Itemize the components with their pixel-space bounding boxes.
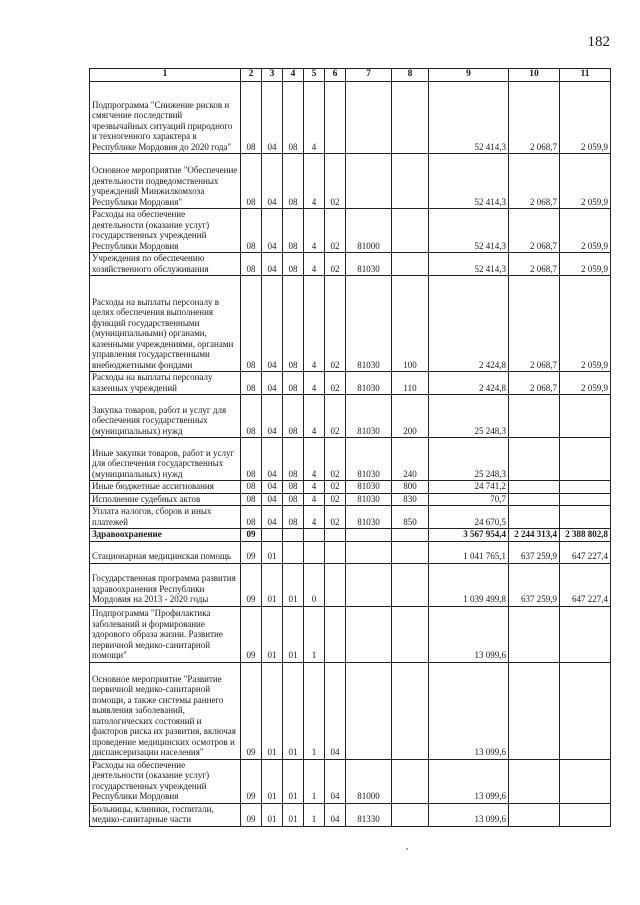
amount-year3-cell: 2 059,9 [560,154,611,209]
page-number: 182 [587,34,610,50]
subprogram-code-cell: 4 [304,506,325,529]
amount-year1-cell: 13 099,6 [429,759,509,803]
amount-year1-cell: 2 424,8 [429,372,509,395]
amount-year1-cell: 13 099,6 [429,803,509,826]
section-code-cell: 09 [241,563,262,606]
amount-year3-cell: 2 059,9 [560,276,611,372]
row-name-cell: Больницы, клиники, госпитали, медико-санитарные части [90,803,241,826]
expense-type-code-cell [392,662,429,759]
subsection-code-cell: 01 [262,541,283,563]
amount-year2-cell [509,506,560,529]
amount-year3-cell: 2 059,9 [560,82,611,154]
amount-year3-cell: 647 227,4 [560,563,611,606]
section-code-cell: 08 [241,481,262,494]
amount-year3-cell: 2 059,9 [560,253,611,276]
row-name-cell: Закупка товаров, работ и услуг для обеспечения государственных (муниципальных) нужд [90,395,241,438]
section-code-cell: 09 [241,759,262,803]
expense-type-code-cell: 200 [392,395,429,438]
amount-year3-cell [560,803,611,826]
subprogram-code-cell: 4 [304,276,325,372]
table-row [90,606,611,662]
section-code-cell: 09 [241,662,262,759]
program-code-cell: 08 [283,506,304,529]
amount-year1-cell: 70,7 [429,493,509,506]
amount-year2-cell [509,803,560,826]
table-row [90,154,611,209]
amount-year2-cell: 637 259,9 [509,563,560,606]
program-code-cell [283,529,304,542]
row-name-cell: Подпрограмма "Снижение рисков и смягчение последствий чрезвычайных ситуаций природного и техногенного характера в Республике Мордовия до 2020 года" [90,82,241,154]
subprogram-code-cell: 4 [304,438,325,481]
row-name-cell: Иные бюджетные ассигнования [90,481,241,494]
target-code-cell: 81030 [346,276,392,372]
target-code-cell: 81330 [346,803,392,826]
subsection-code-cell: 04 [262,395,283,438]
table-row [90,438,611,481]
subsection-code-cell: 01 [262,563,283,606]
expense-type-code-cell [392,606,429,662]
amount-year1-cell: 52 414,3 [429,209,509,253]
amount-year2-cell [509,662,560,759]
column-header: 2 [241,69,262,82]
amount-year2-cell: 2 068,7 [509,209,560,253]
target-code-cell [346,606,392,662]
amount-year3-cell [560,506,611,529]
amount-year1-cell: 24 741,2 [429,481,509,494]
amount-year1-cell: 52 414,3 [429,154,509,209]
event-code-cell: 04 [325,662,346,759]
table-row [90,529,611,542]
subsection-code-cell: 04 [262,82,283,154]
table-row [90,493,611,506]
target-code-cell: 81030 [346,372,392,395]
target-code-cell [346,563,392,606]
amount-year1-cell: 24 670,5 [429,506,509,529]
event-code-cell: 02 [325,395,346,438]
program-code-cell [283,541,304,563]
header-row [90,69,611,82]
program-code-cell: 08 [283,438,304,481]
expense-type-code-cell [392,529,429,542]
column-header: 1 [90,69,241,82]
event-code-cell: 02 [325,253,346,276]
table-row [90,82,611,154]
amount-year1-cell: 1 039 499,8 [429,563,509,606]
column-header: 3 [262,69,283,82]
amount-year2-cell [509,759,560,803]
table-row [90,395,611,438]
subsection-code-cell: 04 [262,438,283,481]
row-name-cell: Иные закупки товаров, работ и услуг для обеспечения государственных (муниципальных) нужд [90,438,241,481]
amount-year2-cell [509,481,560,494]
program-code-cell: 08 [283,209,304,253]
subsection-code-cell: 04 [262,209,283,253]
target-code-cell [346,529,392,542]
amount-year2-cell [509,493,560,506]
expense-type-code-cell [392,154,429,209]
target-code-cell: 81000 [346,209,392,253]
event-code-cell: 02 [325,154,346,209]
event-code-cell: 02 [325,276,346,372]
expense-type-code-cell [392,759,429,803]
section-code-cell: 09 [241,529,262,542]
amount-year3-cell [560,662,611,759]
amount-year2-cell: 2 068,7 [509,82,560,154]
column-header: 8 [392,69,429,82]
section-code-cell: 09 [241,803,262,826]
expense-type-code-cell: 110 [392,372,429,395]
row-name-cell: Подпрограмма "Профилактика заболеваний и формирование здорового образа жизни. Развитие первичной медико-санитарной помощи" [90,606,241,662]
table-row [90,276,611,372]
subprogram-code-cell: 4 [304,209,325,253]
expense-type-code-cell: 800 [392,481,429,494]
amount-year1-cell: 25 248,3 [429,438,509,481]
amount-year3-cell: 2 059,9 [560,209,611,253]
table-row [90,481,611,494]
program-code-cell: 01 [283,606,304,662]
amount-year2-cell: 2 068,7 [509,372,560,395]
event-code-cell [325,606,346,662]
table-row [90,662,611,759]
program-code-cell: 08 [283,493,304,506]
event-code-cell: 02 [325,506,346,529]
target-code-cell: 81030 [346,493,392,506]
amount-year3-cell [560,493,611,506]
amount-year3-cell [560,481,611,494]
target-code-cell: 81030 [346,253,392,276]
target-code-cell [346,662,392,759]
expense-type-code-cell: 240 [392,438,429,481]
program-code-cell: 08 [283,481,304,494]
table-row [90,372,611,395]
subsection-code-cell: 01 [262,803,283,826]
event-code-cell: 02 [325,438,346,481]
subprogram-code-cell: 4 [304,82,325,154]
subprogram-code-cell [304,529,325,542]
section-code-cell: 09 [241,541,262,563]
subsection-code-cell: 04 [262,506,283,529]
column-header: 6 [325,69,346,82]
amount-year2-cell: 2 068,7 [509,154,560,209]
target-code-cell: 81030 [346,506,392,529]
expense-type-code-cell [392,82,429,154]
program-code-cell: 01 [283,662,304,759]
event-code-cell: 02 [325,493,346,506]
amount-year3-cell [560,759,611,803]
subprogram-code-cell [304,541,325,563]
amount-year1-cell: 1 041 765,1 [429,541,509,563]
section-code-cell: 08 [241,372,262,395]
subsection-code-cell: 04 [262,253,283,276]
section-code-cell: 08 [241,493,262,506]
section-code-cell: 08 [241,154,262,209]
program-code-cell: 08 [283,82,304,154]
section-code-cell: 08 [241,438,262,481]
amount-year1-cell: 52 414,3 [429,253,509,276]
column-header: 4 [283,69,304,82]
program-code-cell: 08 [283,253,304,276]
event-code-cell [325,82,346,154]
subsection-code-cell: 04 [262,481,283,494]
event-code-cell: 04 [325,759,346,803]
target-code-cell [346,82,392,154]
column-header: 5 [304,69,325,82]
program-code-cell: 08 [283,395,304,438]
subprogram-code-cell: 4 [304,395,325,438]
target-code-cell [346,541,392,563]
row-name-cell: Расходы на обеспечение деятельности (оказание услуг) государственных учреждений Республики Мордовия [90,759,241,803]
section-code-cell: 08 [241,276,262,372]
subprogram-code-cell: 4 [304,372,325,395]
program-code-cell: 01 [283,803,304,826]
scan-speck [406,848,408,850]
amount-year1-cell: 25 248,3 [429,395,509,438]
row-name-cell: Государственная программа развития здравоохранения Республики Мордовия на 2013 - 2020 годы [90,563,241,606]
amount-year1-cell: 13 099,6 [429,606,509,662]
amount-year3-cell: 647 227,4 [560,541,611,563]
section-code-cell: 08 [241,506,262,529]
section-code-cell: 08 [241,253,262,276]
column-header: 11 [560,69,611,82]
subprogram-code-cell: 4 [304,154,325,209]
table-row [90,253,611,276]
target-code-cell: 81000 [346,759,392,803]
subprogram-code-cell: 1 [304,759,325,803]
target-code-cell: 81030 [346,481,392,494]
program-code-cell: 08 [283,276,304,372]
row-name-cell: Основное мероприятие "Развитие первичной медико-санитарной помощи, а также системы раннего выявления заболеваний, патологических состояний и факторов риска их развития, включая проведение медицинских осмотров и диспансеризации населения" [90,662,241,759]
program-code-cell: 08 [283,372,304,395]
subsection-code-cell: 01 [262,606,283,662]
column-header: 9 [429,69,509,82]
program-code-cell: 01 [283,759,304,803]
section-code-cell: 08 [241,209,262,253]
subprogram-code-cell: 4 [304,493,325,506]
expense-type-code-cell [392,253,429,276]
subsection-code-cell: 01 [262,759,283,803]
target-code-cell [346,154,392,209]
table-row [90,506,611,529]
row-name-cell: Расходы на выплаты персоналу казенных учреждений [90,372,241,395]
section-code-cell: 08 [241,82,262,154]
amount-year2-cell [509,438,560,481]
row-name-cell: Здравоохранение [90,529,241,542]
amount-year3-cell [560,438,611,481]
amount-year2-cell: 2 244 313,4 [509,529,560,542]
subprogram-code-cell: 4 [304,481,325,494]
amount-year2-cell [509,606,560,662]
program-code-cell: 08 [283,154,304,209]
row-name-cell: Уплата налогов, сборов и иных платежей [90,506,241,529]
event-code-cell: 02 [325,481,346,494]
row-name-cell: Стационарная медицинская помощь [90,541,241,563]
amount-year2-cell [509,395,560,438]
section-code-cell: 09 [241,606,262,662]
row-name-cell: Основное мероприятие "Обеспечение деятельности подведомственных учреждений Минжилкомхоза Республики Мордовия" [90,154,241,209]
subprogram-code-cell: 1 [304,803,325,826]
amount-year1-cell: 3 567 954,4 [429,529,509,542]
subsection-code-cell: 04 [262,493,283,506]
event-code-cell: 02 [325,372,346,395]
table-row [90,541,611,563]
subsection-code-cell: 04 [262,276,283,372]
subprogram-code-cell: 0 [304,563,325,606]
expense-type-code-cell [392,563,429,606]
event-code-cell: 04 [325,803,346,826]
amount-year3-cell [560,395,611,438]
expense-type-code-cell: 850 [392,506,429,529]
amount-year1-cell: 13 099,6 [429,662,509,759]
event-code-cell [325,541,346,563]
subprogram-code-cell: 1 [304,606,325,662]
amount-year1-cell: 52 414,3 [429,82,509,154]
expense-type-code-cell [392,209,429,253]
subprogram-code-cell: 1 [304,662,325,759]
amount-year2-cell: 2 068,7 [509,253,560,276]
expense-type-code-cell [392,541,429,563]
event-code-cell [325,529,346,542]
subsection-code-cell: 04 [262,372,283,395]
amount-year3-cell [560,606,611,662]
subsection-code-cell: 01 [262,662,283,759]
event-code-cell: 02 [325,209,346,253]
column-header: 10 [509,69,560,82]
row-name-cell: Расходы на выплаты персоналу в целях обеспечения выполнения функций государственными (муниципальными) органами, казенными учреждениями, органами управления государственными внебюджетными фондами [90,276,241,372]
table-row [90,563,611,606]
expense-type-code-cell: 830 [392,493,429,506]
amount-year2-cell: 2 068,7 [509,276,560,372]
amount-year2-cell: 637 259,9 [509,541,560,563]
expense-type-code-cell: 100 [392,276,429,372]
row-name-cell: Расходы на обеспечение деятельности (оказание услуг) государственных учреждений Республики Мордовия [90,209,241,253]
subprogram-code-cell: 4 [304,253,325,276]
target-code-cell: 81030 [346,395,392,438]
table-row [90,759,611,803]
row-name-cell: Исполнение судебных актов [90,493,241,506]
section-code-cell: 08 [241,395,262,438]
table-row [90,803,611,826]
subsection-code-cell [262,529,283,542]
table-row [90,209,611,253]
target-code-cell: 81030 [346,438,392,481]
event-code-cell [325,563,346,606]
subsection-code-cell: 04 [262,154,283,209]
expense-type-code-cell [392,803,429,826]
amount-year3-cell: 2 059,9 [560,372,611,395]
column-header: 7 [346,69,392,82]
row-name-cell: Учреждения по обеспечению хозяйственного обслуживания [90,253,241,276]
amount-year1-cell: 2 424,8 [429,276,509,372]
program-code-cell: 01 [283,563,304,606]
budget-table [89,68,611,827]
amount-year3-cell: 2 388 802,8 [560,529,611,542]
